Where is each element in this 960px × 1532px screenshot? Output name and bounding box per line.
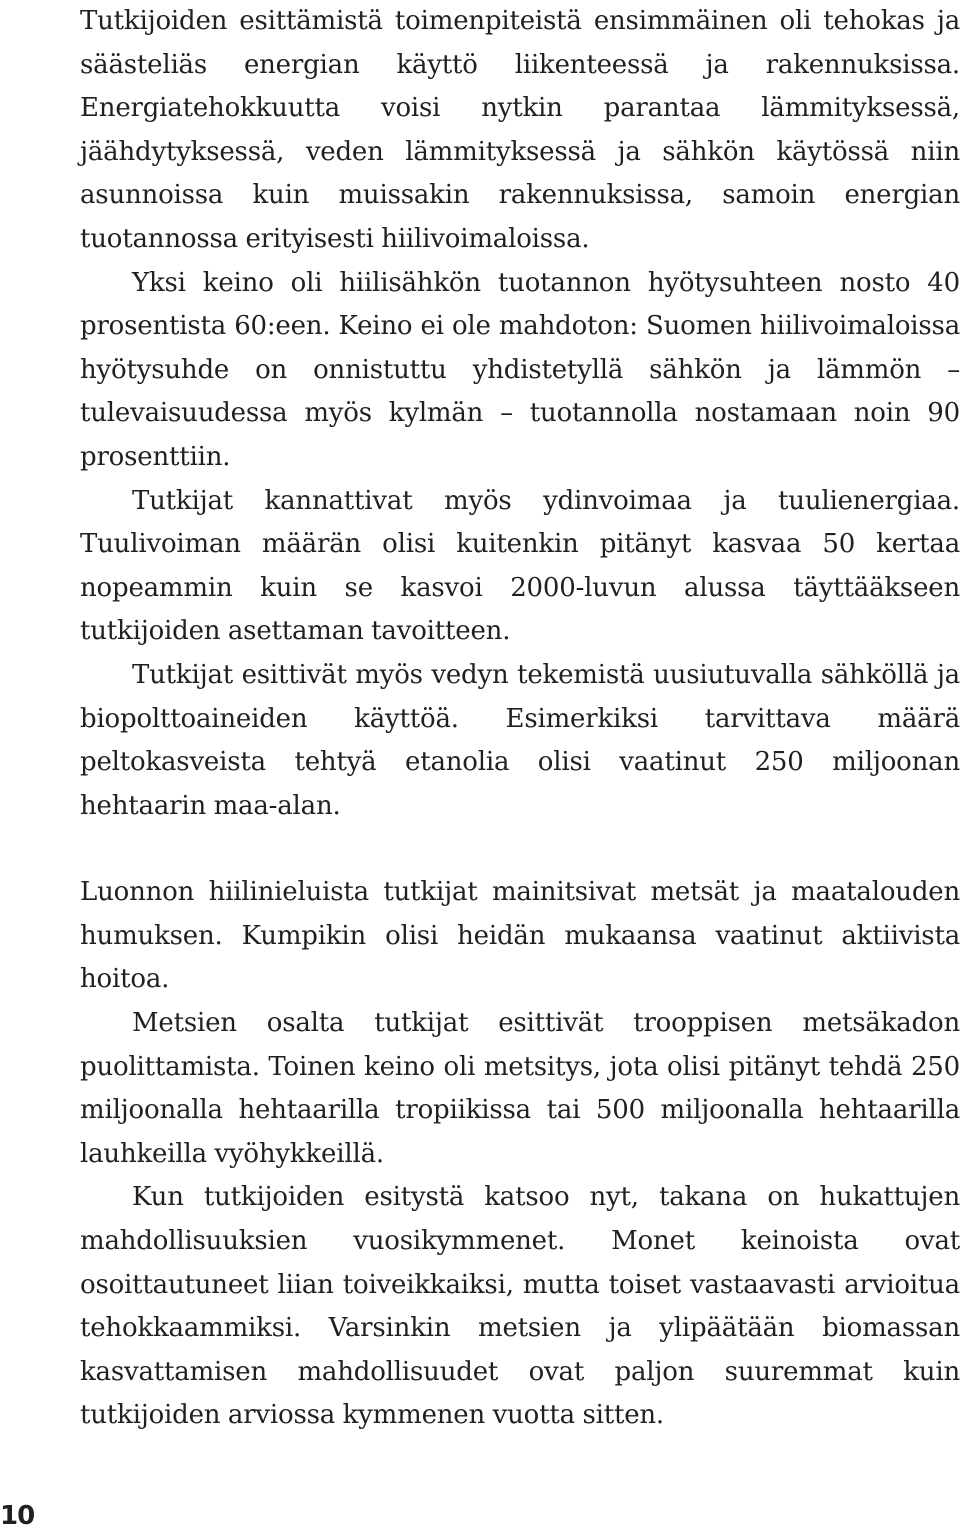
text-column xyxy=(80,0,960,1438)
page-number: 10 xyxy=(0,1501,35,1531)
paragraph-energy-efficiency: Tutkijoiden esittämistä toimenpiteistä ensimmäinen oli tehokas ja säästeliäs energian käyttö liikenteessä ja rakennuksissa. Energiatehokkuutta voisi nytkin parantaa lämmityksessä, jäähdytyksessä, veden lämmityksessä ja sähkön käytössä niin asunnoissa kuin muissakin rakennuksissa, samoin energian tuotannossa erityisesti hiilivoimaloissa. xyxy=(80,6,960,254)
paragraph-coal-efficiency: Yksi keino oli hiilisähkön tuotannon hyötysuhteen nosto 40 prosentista 60:een. Keino ei ole mahdoton: Suomen hiilivoimaloissa hyötysuhde on onnistuttu yhdistetyllä sähkön ja lämmön – tulevaisuudessa myös kylmän – tuotannolla nostamaan noin 90 prosenttiin. xyxy=(80,267,960,472)
paragraph-retrospective: Kun tutkijoiden esitystä katsoo nyt, takana on hukattujen mahdollisuuksien vuosikymmenet. Monet keinoista ovat osoittautuneet liian toiveikkaiksi, mutta toiset vastaavasti arvioitua tehokkaammiksi. Varsinkin metsien ja ylipäätään biomassan kasvattamisen mahdollisuudet ovat paljon suuremmat kuin tutkijoiden arviossa kymmenen vuotta sitten. xyxy=(80,1182,960,1431)
paragraph-forests: Metsien osalta tutkijat esittivät trooppisen metsäkadon puolittamista. Toinen keino oli metsitys, jota olisi pitänyt tehdä 250 miljoonalla hehtaarilla tropiikissa tai 500 miljoonalla hehtaarilla lauhkeilla vyöhykkeillä. xyxy=(80,1008,960,1169)
paragraph-hydrogen-biofuels: Tutkijat esittivät myös vedyn tekemistä uusiutuvalla sähköllä ja biopolttoaineiden käyttöä. Esimerkiksi tarvittava määrä peltokasveista tehtyä etanolia olisi vaatinut 250 miljoonan hehtaarin maa-alan. xyxy=(80,659,960,821)
section-gap xyxy=(80,828,960,871)
paragraph-carbon-sinks: Luonnon hiilinieluista tutkijat mainitsivat metsät ja maatalouden humuksen. Kumpikin olisi heidän mukaansa vaatinut aktiivista hoitoa. xyxy=(80,877,960,995)
paragraph-nuclear-wind: Tutkijat kannattivat myös ydinvoimaa ja tuulienergiaa. Tuulivoiman määrän olisi kuitenkin pitänyt kasvaa 50 kertaa nopeammin kuin se kasvoi 2000-luvun alussa täyttääkseen tutkijoiden asettaman tavoitteen. xyxy=(80,485,960,647)
